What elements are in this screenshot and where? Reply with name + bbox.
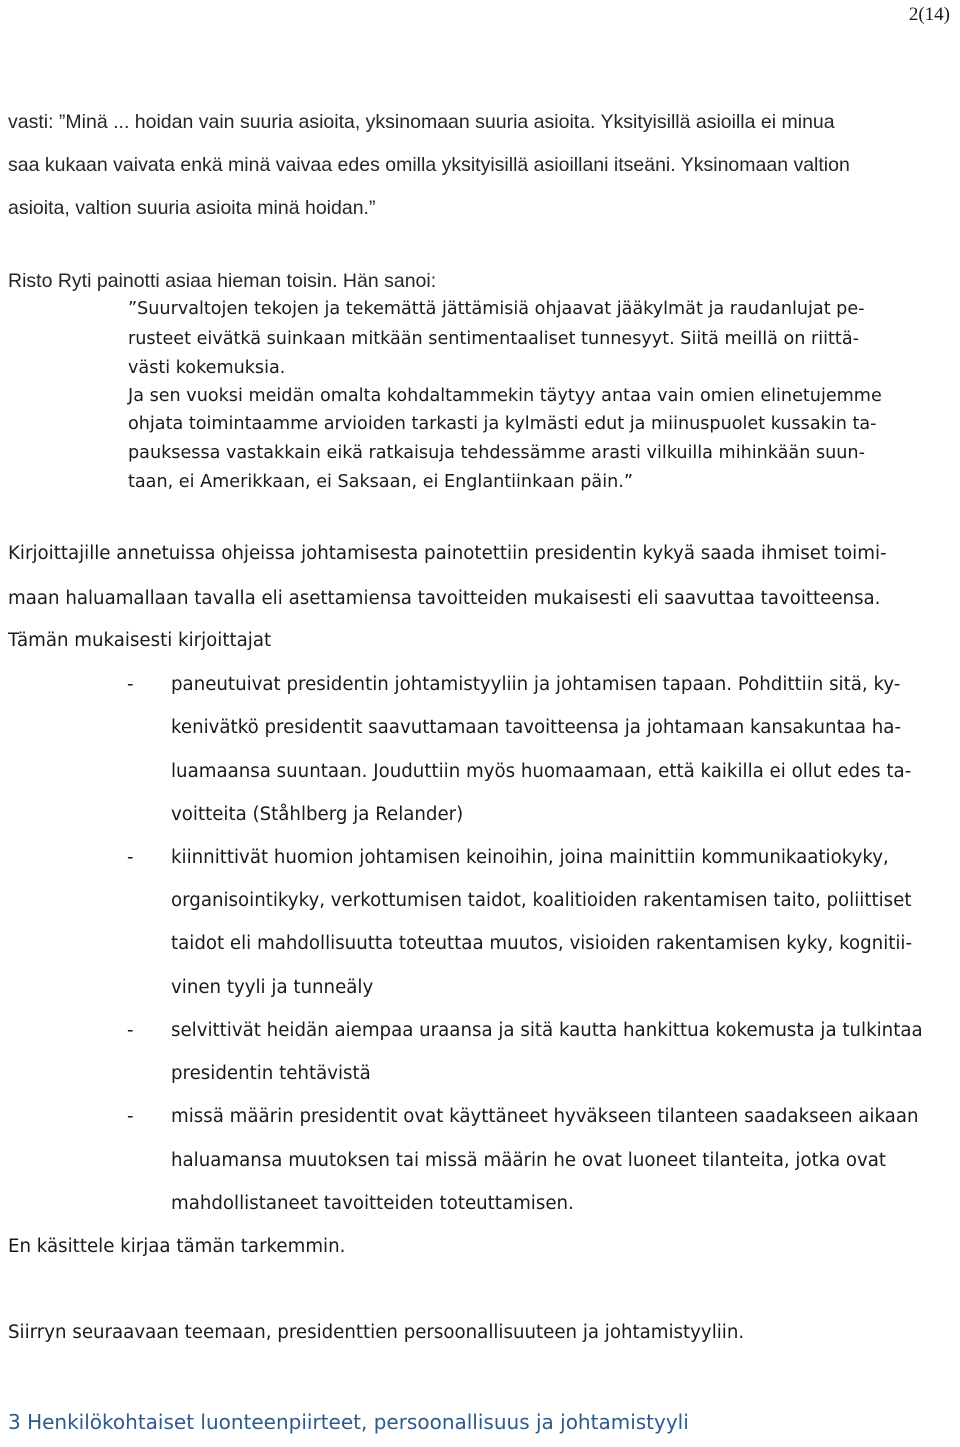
section-heading: 3 Henkilökohtaiset luonteenpiirteet, persoonallisuus ja johtamistyyli	[8, 1410, 689, 1434]
quote-line: asioita, valtion suuria asioita minä hoidan.”	[8, 197, 376, 219]
bullet-line: luamaansa suuntaan. Jouduttiin myös huomaamaan, että kaikilla ei ollut edes ta-	[171, 761, 912, 782]
bullet-line: voitteita (Ståhlberg ja Relander)	[171, 804, 464, 825]
bullet-line: presidentin tehtävistä	[171, 1063, 371, 1084]
bullet-line: taidot eli mahdollisuutta toteuttaa muutos, visioiden rakentamisen kyky, kognitii-	[171, 933, 913, 954]
ryti-quote-line: rusteet eivätkä suinkaan mitkään sentimentaaliset tunnesyyt. Siitä meillä on riittä-	[128, 329, 859, 349]
bullet-dash: -	[127, 674, 134, 695]
bullet-line: organisointikyky, verkottumisen taidot, koalitioiden rakentamisen taito, poliittiset	[171, 890, 912, 911]
page-number: 2(14)	[908, 4, 950, 25]
bullet-dash: -	[127, 847, 134, 868]
closing-line: En käsittele kirjaa tämän tarkemmin.	[8, 1236, 346, 1257]
paragraph-line: Tämän mukaisesti kirjoittajat	[8, 630, 272, 651]
paragraph-line: maan haluamallaan tavalla eli asettamiensa tavoitteiden mukaisesti eli saavuttaa tavoitteensa.	[8, 588, 881, 609]
bullet-dash: -	[127, 1106, 134, 1127]
bullet-line: missä määrin presidentit ovat käyttäneet hyväkseen tilanteen saadakseen aikaan	[171, 1106, 919, 1127]
bullet-line: kiinnittivät huomion johtamisen keinoihin, joina mainittiin kommunikaatiokyky,	[171, 847, 889, 868]
bullet-line: vinen tyyli ja tunneäly	[171, 977, 374, 998]
bullet-line: kenivätkö presidentit saavuttamaan tavoitteensa ja johtamaan kansakuntaa ha-	[171, 717, 902, 738]
paragraph-line: Kirjoittajille annetuissa ohjeissa johtamisesta painotettiin presidentin kykyä saada ihmiset toimi-	[8, 543, 887, 564]
ryti-quote-line: ohjata toimintaamme arvioiden tarkasti ja kylmästi edut ja miinuspuolet kussakin ta-	[128, 414, 877, 434]
bullet-line: paneutuivat presidentin johtamistyyliin ja johtamisen tapaan. Pohdittiin sitä, ky-	[171, 674, 901, 695]
ryti-quote-line: Ja sen vuoksi meidän omalta kohdaltammekin täytyy antaa vain omien elinetujemme	[128, 386, 882, 406]
bullet-line: haluamansa muutoksen tai missä määrin he ovat luoneet tilanteita, jotka ovat	[171, 1150, 887, 1171]
bullet-dash: -	[127, 1020, 134, 1041]
ryti-intro: Risto Ryti painotti asiaa hieman toisin. Hän sanoi:	[8, 270, 437, 292]
ryti-quote-line: ”Suurvaltojen tekojen ja tekemättä jättämisiä ohjaavat jääkylmät ja raudanlujat pe-	[128, 299, 865, 319]
quote-line: vasti: ”Minä ... hoidan vain suuria asioita, yksinomaan suuria asioita. Yksityisillä asioilla ei minua	[8, 111, 835, 133]
transition-line: Siirryn seuraavaan teemaan, presidenttien persoonallisuuteen ja johtamistyyliin.	[8, 1322, 745, 1343]
bullet-line: selvittivät heidän aiempaa uraansa ja sitä kautta hankittua kokemusta ja tulkintaa	[171, 1020, 923, 1041]
bullet-line: mahdollistaneet tavoitteiden toteuttamisen.	[171, 1193, 574, 1214]
quote-line: saa kukaan vaivata enkä minä vaivaa edes omilla yksityisillä asioillani itseäni. Yksinomaan valtion	[8, 154, 850, 176]
ryti-quote-line: västi kokemuksia.	[128, 358, 286, 378]
ryti-quote-line: taan, ei Amerikkaan, ei Saksaan, ei Englantiinkaan päin.”	[128, 472, 633, 492]
ryti-quote-line: pauksessa vastakkain eikä ratkaisuja tehdessämme arasti vilkuilla mihinkään suun-	[128, 443, 865, 463]
